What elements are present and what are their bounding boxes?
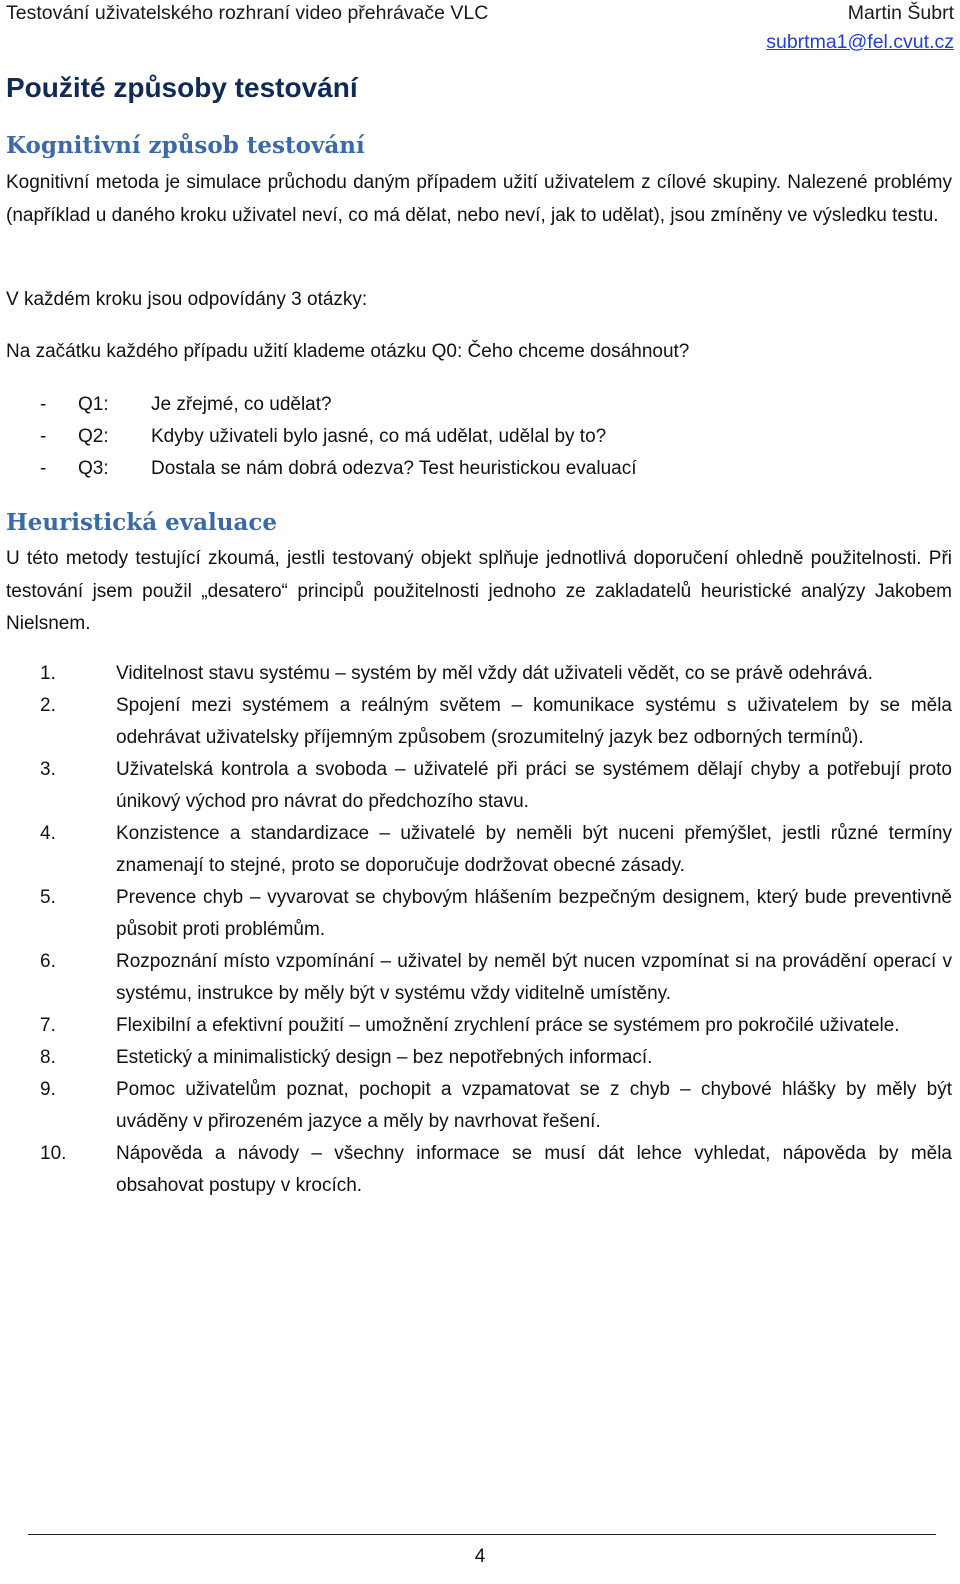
question-key: Q1: bbox=[78, 394, 109, 415]
cognitive-paragraph: Kognitivní metoda je simulace průchodu daným případem užití uživatelem z cílové skupiny. Nalezené problémy (například u daného kroku uživatel neví, co má dělat, nebo neví, jak to udělat), jsou zmíněny ve výsledku testu. bbox=[6, 172, 952, 226]
cognitive-heading: Kognitivní způsob testování bbox=[6, 132, 365, 159]
list-item bbox=[6, 882, 952, 946]
list-item bbox=[6, 690, 952, 754]
item-number: 10. bbox=[40, 1143, 67, 1164]
header-email-link[interactable]: subrtma1@fel.cvut.cz bbox=[766, 31, 954, 53]
item-text: Rozpoznání místo vzpomínání – uživatel by neměl být nucen vzpomínat si na provádění operací v systému, instrukce by měly být v systému vždy viditelně umístěny. bbox=[116, 951, 952, 1004]
item-text: Prevence chyb – vyvarovat se chybovým hlášením bezpečným designem, který bude preventivně působit proti problémům. bbox=[116, 887, 952, 940]
list-item bbox=[6, 1042, 952, 1074]
item-number: 7. bbox=[40, 1015, 56, 1036]
item-text: Viditelnost stavu systému – systém by měl vždy dát uživateli vědět, co se právě odehrává. bbox=[116, 663, 873, 684]
question-text: Dostala se nám dobrá odezva? Test heuristickou evaluací bbox=[151, 458, 637, 479]
page-number: 4 bbox=[474, 1546, 486, 1567]
q0-paragraph: Na začátku každého případu užití klademe otázku Q0: Čeho chceme dosáhnout? bbox=[6, 341, 690, 362]
list-item bbox=[6, 754, 952, 818]
item-text: Estetický a minimalistický design – bez nepotřebných informací. bbox=[116, 1047, 653, 1068]
item-text: Flexibilní a efektivní použití – umožnění zrychlení práce se systémem pro pokročilé uživatele. bbox=[116, 1015, 900, 1036]
header-author: Martin Šubrt bbox=[847, 2, 954, 24]
item-number: 3. bbox=[40, 759, 56, 780]
item-text: Konzistence a standardizace – uživatelé by neměli být nuceni přemýšlet, jestli různé termíny znamenají to stejné, proto se doporučuje dodržovat obecné zásady. bbox=[116, 823, 952, 876]
item-number: 8. bbox=[40, 1047, 56, 1068]
heuristic-paragraph: U této metody testující zkoumá, jestli testovaný objekt splňuje jednotlivá doporučení ohledně použitelnosti. Při testování jsem použil „desatero“ principů použitelnosti jednoho ze zakladatelů heuristické analýzy Jakobem Nielsnem. bbox=[6, 548, 952, 634]
section-title: Použité způsoby testování bbox=[6, 72, 358, 103]
item-number: 5. bbox=[40, 887, 56, 908]
header-title: Testování uživatelského rozhraní video přehrávače VLC bbox=[6, 2, 489, 24]
question-key: Q2: bbox=[78, 426, 109, 447]
list-item bbox=[6, 658, 952, 690]
list-dash: - bbox=[40, 426, 47, 447]
list-item bbox=[6, 1138, 952, 1202]
item-text: Uživatelská kontrola a svoboda – uživatelé při práci se systémem dělají chyby a potřebují proto únikový východ pro návrat do předchozího stavu. bbox=[116, 759, 952, 812]
heuristic-heading: Heuristická evaluace bbox=[6, 509, 278, 536]
footer-divider bbox=[28, 1534, 936, 1535]
question-key: Q3: bbox=[78, 458, 109, 479]
item-text: Pomoc uživatelům poznat, pochopit a vzpamatovat se z chyb – chybové hlášky by měly být uváděny v přirozeném jazyce a měly by navrhovat řešení. bbox=[116, 1079, 952, 1132]
list-dash: - bbox=[40, 458, 47, 479]
question-text: Je zřejmé, co udělat? bbox=[151, 394, 332, 415]
item-number: 9. bbox=[40, 1079, 56, 1100]
questions-intro: V každém kroku jsou odpovídány 3 otázky: bbox=[6, 289, 368, 310]
list-dash: - bbox=[40, 394, 47, 415]
item-text: Spojení mezi systémem a reálným světem – komunikace systému s uživatelem by se měla odehrávat uživatelsky příjemným způsobem (srozumitelný jazyk bez odborných termínů). bbox=[116, 695, 952, 748]
list-item bbox=[6, 1074, 952, 1138]
item-number: 2. bbox=[40, 695, 56, 716]
list-item bbox=[6, 818, 952, 882]
list-item bbox=[6, 946, 952, 1010]
question-text: Kdyby uživateli bylo jasné, co má udělat, udělal by to? bbox=[151, 426, 607, 447]
item-text: Nápověda a návody – všechny informace se musí dát lehce vyhledat, nápověda by měla obsahovat postupy v krocích. bbox=[116, 1143, 952, 1196]
list-item bbox=[6, 1010, 952, 1042]
heuristics-list bbox=[6, 658, 952, 1202]
item-number: 6. bbox=[40, 951, 56, 972]
item-number: 1. bbox=[40, 663, 56, 684]
item-number: 4. bbox=[40, 823, 56, 844]
